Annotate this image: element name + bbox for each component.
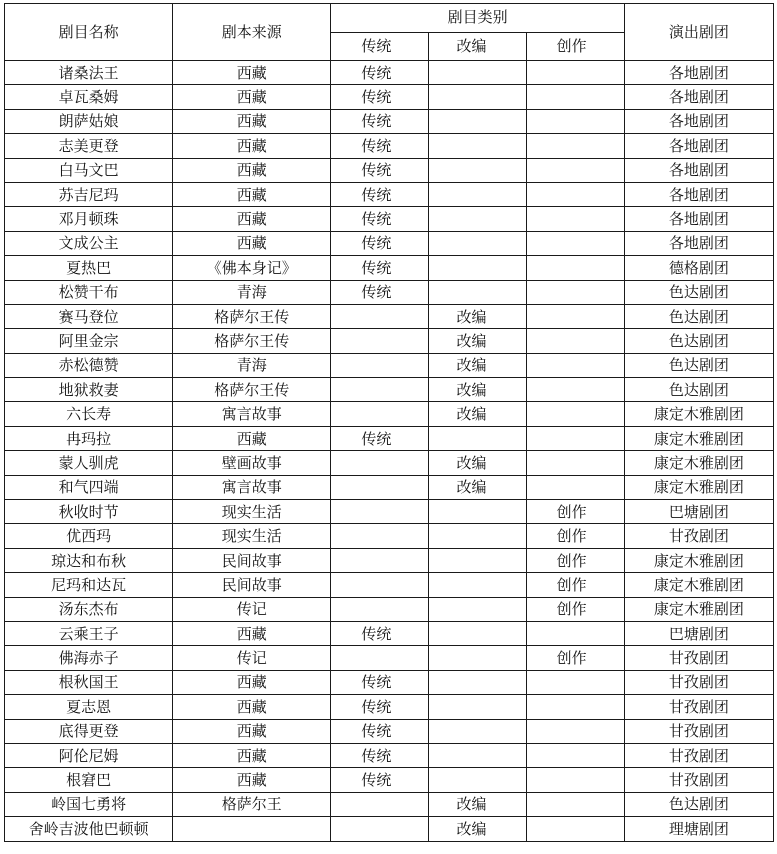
cell-troupe: 色达剧团 <box>624 792 773 816</box>
cell-adapted <box>428 621 526 645</box>
cell-troupe: 色达剧团 <box>624 304 773 328</box>
cell-troupe: 甘孜剧团 <box>624 646 773 670</box>
cell-created <box>526 695 624 719</box>
cell-adapted <box>428 61 526 85</box>
cell-traditional <box>331 353 428 377</box>
cell-adapted <box>428 182 526 206</box>
cell-source: 青海 <box>173 280 331 304</box>
cell-traditional: 传统 <box>331 158 428 182</box>
cell-adapted: 改编 <box>428 353 526 377</box>
cell-source: 寓言故事 <box>173 475 331 499</box>
cell-adapted <box>428 719 526 743</box>
cell-traditional <box>331 573 428 597</box>
cell-source: 青海 <box>173 353 331 377</box>
table-row <box>5 817 774 841</box>
cell-adapted <box>428 743 526 767</box>
cell-name: 卓瓦桑姆 <box>5 85 173 109</box>
cell-adapted <box>428 597 526 621</box>
cell-created <box>526 280 624 304</box>
cell-source: 西藏 <box>173 719 331 743</box>
table-row <box>5 743 774 767</box>
cell-name: 邓月顿珠 <box>5 207 173 231</box>
cell-traditional: 传统 <box>331 695 428 719</box>
cell-created: 创作 <box>526 573 624 597</box>
cell-traditional: 传统 <box>331 621 428 645</box>
cell-traditional <box>331 329 428 353</box>
cell-adapted <box>428 158 526 182</box>
cell-traditional <box>331 378 428 402</box>
cell-adapted: 改编 <box>428 451 526 475</box>
cell-name: 冉玛拉 <box>5 426 173 450</box>
cell-adapted <box>428 134 526 158</box>
cell-name: 苏吉尼玛 <box>5 182 173 206</box>
cell-name: 夏志恩 <box>5 695 173 719</box>
cell-traditional: 传统 <box>331 280 428 304</box>
cell-source: 西藏 <box>173 743 331 767</box>
cell-source: 民间故事 <box>173 573 331 597</box>
cell-traditional <box>331 646 428 670</box>
cell-created <box>526 207 624 231</box>
cell-adapted: 改编 <box>428 378 526 402</box>
cell-adapted: 改编 <box>428 402 526 426</box>
cell-adapted: 改编 <box>428 817 526 841</box>
cell-traditional: 传统 <box>331 231 428 255</box>
cell-created <box>526 353 624 377</box>
cell-troupe: 各地剧团 <box>624 134 773 158</box>
cell-created <box>526 451 624 475</box>
cell-traditional: 传统 <box>331 719 428 743</box>
cell-adapted <box>428 695 526 719</box>
cell-traditional <box>331 304 428 328</box>
table-row <box>5 353 774 377</box>
cell-traditional: 传统 <box>331 182 428 206</box>
table-body <box>5 61 774 842</box>
cell-traditional <box>331 817 428 841</box>
table-row <box>5 524 774 548</box>
table-row <box>5 426 774 450</box>
table-row <box>5 134 774 158</box>
cell-troupe: 各地剧团 <box>624 231 773 255</box>
cell-troupe: 甘孜剧团 <box>624 524 773 548</box>
cell-troupe: 色达剧团 <box>624 353 773 377</box>
cell-created <box>526 378 624 402</box>
cell-name: 尼玛和达瓦 <box>5 573 173 597</box>
cell-troupe: 康定木雅剧团 <box>624 597 773 621</box>
table-row <box>5 573 774 597</box>
cell-traditional: 传统 <box>331 256 428 280</box>
cell-created <box>526 256 624 280</box>
cell-traditional: 传统 <box>331 109 428 133</box>
cell-traditional: 传统 <box>331 743 428 767</box>
cell-name: 汤东杰布 <box>5 597 173 621</box>
cell-source: 西藏 <box>173 158 331 182</box>
cell-traditional: 传统 <box>331 207 428 231</box>
cell-name: 诸桑法王 <box>5 61 173 85</box>
cell-source: 西藏 <box>173 182 331 206</box>
cell-troupe: 甘孜剧团 <box>624 743 773 767</box>
table-row <box>5 768 774 792</box>
cell-created: 创作 <box>526 597 624 621</box>
cell-adapted <box>428 85 526 109</box>
cell-created <box>526 61 624 85</box>
cell-created <box>526 475 624 499</box>
header-traditional: 传统 <box>331 32 428 61</box>
repertoire-table-container <box>4 3 774 842</box>
table-row <box>5 621 774 645</box>
cell-troupe: 康定木雅剧团 <box>624 475 773 499</box>
cell-source: 《佛本身记》 <box>173 256 331 280</box>
cell-traditional: 传统 <box>331 768 428 792</box>
cell-name: 阿里金宗 <box>5 329 173 353</box>
table-row <box>5 695 774 719</box>
cell-troupe: 各地剧团 <box>624 61 773 85</box>
header-category: 剧目类别 <box>331 4 624 33</box>
cell-source: 寓言故事 <box>173 402 331 426</box>
cell-adapted: 改编 <box>428 792 526 816</box>
cell-source: 西藏 <box>173 109 331 133</box>
cell-troupe: 各地剧团 <box>624 158 773 182</box>
cell-name: 蒙人驯虎 <box>5 451 173 475</box>
cell-name: 根秋国王 <box>5 670 173 694</box>
cell-name: 地狱救妻 <box>5 378 173 402</box>
cell-created <box>526 426 624 450</box>
cell-created: 创作 <box>526 500 624 524</box>
cell-created <box>526 402 624 426</box>
cell-troupe: 甘孜剧团 <box>624 719 773 743</box>
table-row <box>5 304 774 328</box>
cell-created <box>526 621 624 645</box>
cell-source <box>173 817 331 841</box>
cell-created <box>526 231 624 255</box>
cell-created <box>526 85 624 109</box>
cell-adapted <box>428 280 526 304</box>
cell-name: 底得更登 <box>5 719 173 743</box>
cell-source: 格萨尔王传 <box>173 329 331 353</box>
cell-adapted <box>428 256 526 280</box>
table-row <box>5 109 774 133</box>
cell-created <box>526 109 624 133</box>
table-row <box>5 670 774 694</box>
cell-created <box>526 792 624 816</box>
cell-traditional: 传统 <box>331 670 428 694</box>
cell-troupe: 巴塘剧团 <box>624 500 773 524</box>
cell-troupe: 各地剧团 <box>624 109 773 133</box>
cell-troupe: 色达剧团 <box>624 280 773 304</box>
cell-troupe: 甘孜剧团 <box>624 670 773 694</box>
cell-source: 西藏 <box>173 670 331 694</box>
table-row <box>5 256 774 280</box>
cell-name: 赤松德赞 <box>5 353 173 377</box>
cell-source: 西藏 <box>173 231 331 255</box>
cell-adapted <box>428 670 526 694</box>
table-row <box>5 280 774 304</box>
header-name: 剧目名称 <box>5 4 173 61</box>
table-row <box>5 451 774 475</box>
cell-created <box>526 134 624 158</box>
table-row <box>5 792 774 816</box>
cell-troupe: 巴塘剧团 <box>624 621 773 645</box>
cell-traditional <box>331 500 428 524</box>
cell-troupe: 各地剧团 <box>624 182 773 206</box>
cell-source: 西藏 <box>173 768 331 792</box>
cell-source: 传记 <box>173 646 331 670</box>
cell-troupe: 康定木雅剧团 <box>624 548 773 572</box>
cell-traditional <box>331 597 428 621</box>
cell-name: 琼达和布秋 <box>5 548 173 572</box>
cell-name: 松赞干布 <box>5 280 173 304</box>
cell-created <box>526 743 624 767</box>
header-source: 剧本来源 <box>173 4 331 61</box>
cell-name: 岭国七勇将 <box>5 792 173 816</box>
cell-source: 西藏 <box>173 695 331 719</box>
table-row <box>5 329 774 353</box>
table-row <box>5 719 774 743</box>
table-row <box>5 646 774 670</box>
cell-created <box>526 817 624 841</box>
cell-source: 壁画故事 <box>173 451 331 475</box>
cell-name: 舍岭吉波他巴顿顿 <box>5 817 173 841</box>
table-row <box>5 207 774 231</box>
header-row-1 <box>5 4 774 33</box>
cell-name: 佛海赤子 <box>5 646 173 670</box>
cell-source: 格萨尔王 <box>173 792 331 816</box>
cell-troupe: 康定木雅剧团 <box>624 573 773 597</box>
cell-troupe: 康定木雅剧团 <box>624 451 773 475</box>
cell-adapted <box>428 207 526 231</box>
cell-traditional: 传统 <box>331 134 428 158</box>
cell-name: 和气四端 <box>5 475 173 499</box>
cell-source: 民间故事 <box>173 548 331 572</box>
cell-created <box>526 304 624 328</box>
cell-troupe: 甘孜剧团 <box>624 768 773 792</box>
table-row <box>5 500 774 524</box>
cell-troupe: 康定木雅剧团 <box>624 426 773 450</box>
cell-adapted <box>428 548 526 572</box>
cell-created <box>526 182 624 206</box>
table-row <box>5 158 774 182</box>
table-row <box>5 402 774 426</box>
header-adapted: 改编 <box>428 32 526 61</box>
cell-created <box>526 158 624 182</box>
table-row <box>5 475 774 499</box>
cell-adapted <box>428 426 526 450</box>
cell-traditional: 传统 <box>331 426 428 450</box>
cell-created: 创作 <box>526 548 624 572</box>
cell-source: 西藏 <box>173 207 331 231</box>
cell-name: 优西玛 <box>5 524 173 548</box>
cell-adapted: 改编 <box>428 304 526 328</box>
cell-traditional: 传统 <box>331 85 428 109</box>
cell-troupe: 各地剧团 <box>624 207 773 231</box>
cell-name: 文成公主 <box>5 231 173 255</box>
table-row <box>5 85 774 109</box>
cell-traditional <box>331 402 428 426</box>
cell-source: 西藏 <box>173 85 331 109</box>
cell-created <box>526 329 624 353</box>
cell-traditional <box>331 451 428 475</box>
table-row <box>5 378 774 402</box>
cell-name: 根窘巴 <box>5 768 173 792</box>
cell-adapted <box>428 231 526 255</box>
cell-source: 西藏 <box>173 621 331 645</box>
cell-source: 西藏 <box>173 61 331 85</box>
cell-name: 夏热巴 <box>5 256 173 280</box>
cell-name: 赛马登位 <box>5 304 173 328</box>
cell-traditional <box>331 475 428 499</box>
cell-troupe: 甘孜剧团 <box>624 695 773 719</box>
cell-name: 阿伦尼姆 <box>5 743 173 767</box>
cell-troupe: 各地剧团 <box>624 85 773 109</box>
cell-source: 现实生活 <box>173 500 331 524</box>
table-row <box>5 231 774 255</box>
cell-troupe: 德格剧团 <box>624 256 773 280</box>
repertoire-table <box>4 3 774 842</box>
cell-created <box>526 670 624 694</box>
cell-adapted <box>428 524 526 548</box>
cell-source: 现实生活 <box>173 524 331 548</box>
cell-created <box>526 768 624 792</box>
table-header <box>5 4 774 61</box>
header-created: 创作 <box>526 32 624 61</box>
table-row <box>5 597 774 621</box>
cell-adapted <box>428 768 526 792</box>
cell-traditional <box>331 792 428 816</box>
cell-created: 创作 <box>526 646 624 670</box>
cell-adapted: 改编 <box>428 475 526 499</box>
cell-created: 创作 <box>526 524 624 548</box>
cell-troupe: 色达剧团 <box>624 329 773 353</box>
table-row <box>5 61 774 85</box>
cell-created <box>526 719 624 743</box>
table-row <box>5 182 774 206</box>
cell-source: 格萨尔王传 <box>173 378 331 402</box>
cell-name: 六长寿 <box>5 402 173 426</box>
cell-source: 传记 <box>173 597 331 621</box>
cell-adapted <box>428 109 526 133</box>
cell-troupe: 康定木雅剧团 <box>624 402 773 426</box>
cell-source: 格萨尔王传 <box>173 304 331 328</box>
cell-name: 志美更登 <box>5 134 173 158</box>
cell-name: 白马文巴 <box>5 158 173 182</box>
cell-traditional <box>331 548 428 572</box>
cell-traditional: 传统 <box>331 61 428 85</box>
cell-adapted: 改编 <box>428 329 526 353</box>
cell-source: 西藏 <box>173 134 331 158</box>
cell-name: 秋收时节 <box>5 500 173 524</box>
table-row <box>5 548 774 572</box>
cell-adapted <box>428 646 526 670</box>
cell-adapted <box>428 573 526 597</box>
cell-adapted <box>428 500 526 524</box>
cell-name: 朗萨姑娘 <box>5 109 173 133</box>
cell-name: 云乘王子 <box>5 621 173 645</box>
header-troupe: 演出剧团 <box>624 4 773 61</box>
cell-source: 西藏 <box>173 426 331 450</box>
cell-troupe: 色达剧团 <box>624 378 773 402</box>
cell-traditional <box>331 524 428 548</box>
cell-troupe: 理塘剧团 <box>624 817 773 841</box>
